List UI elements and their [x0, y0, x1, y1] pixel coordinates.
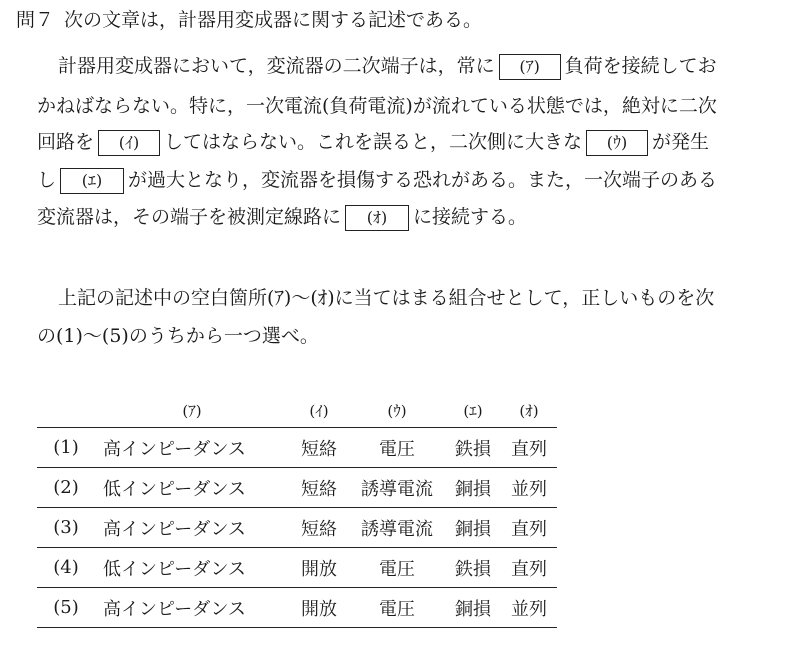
table-cell: 低インピーダンス [95, 468, 289, 508]
table-cell: 低インピーダンス [95, 548, 289, 588]
paragraph-line-2 [37, 92, 717, 120]
header-cell: (ｳ) [387, 401, 407, 420]
table-cell: 短絡 [289, 508, 349, 548]
table-cell: 直列 [501, 548, 557, 588]
paragraph-line-1 [58, 52, 717, 80]
para-text: が発生 [652, 131, 710, 153]
table-cell: 銅損 [445, 468, 501, 508]
question-title: 次の文章は，計器用変成器に関する記述である。 [64, 9, 483, 31]
instruction-line-2 [37, 322, 319, 350]
table-cell: 電圧 [349, 588, 445, 628]
option-number: (3) [37, 508, 95, 548]
table-row [37, 428, 557, 468]
question-number: 問７ [16, 9, 55, 31]
instruction-line-1 [58, 284, 714, 312]
table-cell: 鉄損 [445, 548, 501, 588]
para-text: に接続する。 [413, 206, 528, 228]
table-row [37, 508, 557, 548]
option-number: (4) [37, 548, 95, 588]
table-cell: 銅損 [445, 588, 501, 628]
paragraph-line-5 [37, 203, 527, 231]
table-cell: 短絡 [289, 428, 349, 468]
table-header-row [37, 393, 557, 428]
table-cell: 鉄損 [445, 428, 501, 468]
blank-a: (ｱ) [499, 54, 561, 80]
option-number: (5) [37, 588, 95, 628]
table-cell: 並列 [501, 588, 557, 628]
option-number: (2) [37, 468, 95, 508]
table-cell: 高インピーダンス [95, 588, 289, 628]
table-cell: 電圧 [349, 548, 445, 588]
blank-u: (ｳ) [586, 130, 648, 156]
para-text: かねばならない。特に，一次電流(負荷電流)が流れている状態では，絶対に二次 [37, 95, 717, 117]
table-cell: 高インピーダンス [95, 508, 289, 548]
table-cell: 並列 [501, 468, 557, 508]
instruction-text: 上記の記述中の空白箇所(ｱ)～(ｵ)に当てはまる組合せとして，正しいものを次 [58, 287, 715, 309]
para-text: 変流器は，その端子を被測定線路に [37, 206, 342, 228]
blank-e: (ｴ) [60, 168, 124, 194]
table-cell: 電圧 [349, 428, 445, 468]
table-row [37, 548, 557, 588]
para-text: してはならない。これを誤ると，二次側に大きな [164, 131, 583, 153]
table-cell: 短絡 [289, 468, 349, 508]
header-cell: (ｵ) [519, 401, 539, 420]
header-cell: (ｱ) [182, 401, 202, 420]
table-cell: 誘導電流 [349, 508, 445, 548]
para-text: し [37, 169, 57, 191]
header-cell: (ｴ) [463, 401, 483, 420]
blank-o: (ｵ) [345, 205, 409, 231]
para-text: 回路を [37, 131, 95, 153]
header-cell: (ｲ) [309, 401, 329, 420]
blank-i: (ｲ) [98, 130, 160, 156]
instruction-text: の(1)～(5)のうちから一つ選べ。 [37, 325, 319, 347]
table-cell: 銅損 [445, 508, 501, 548]
paragraph-line-3 [37, 128, 709, 156]
table-cell: 開放 [289, 588, 349, 628]
answer-options-table [37, 393, 557, 628]
table-cell: 開放 [289, 548, 349, 588]
table-cell: 誘導電流 [349, 468, 445, 508]
table-cell: 直列 [501, 508, 557, 548]
option-number: (1) [37, 428, 95, 468]
paragraph-line-4 [37, 166, 717, 194]
table-row [37, 588, 557, 628]
para-text: が過大となり，変流器を損傷する恐れがある。また，一次端子のある [128, 169, 718, 191]
table-row [37, 468, 557, 508]
question-title-line [16, 6, 482, 34]
para-text: 計器用変成器において，変流器の二次端子は，常に [58, 55, 495, 77]
table-cell: 高インピーダンス [95, 428, 289, 468]
header-cell [37, 393, 95, 428]
table-cell: 直列 [501, 428, 557, 468]
para-text: 負荷を接続してお [564, 55, 717, 77]
